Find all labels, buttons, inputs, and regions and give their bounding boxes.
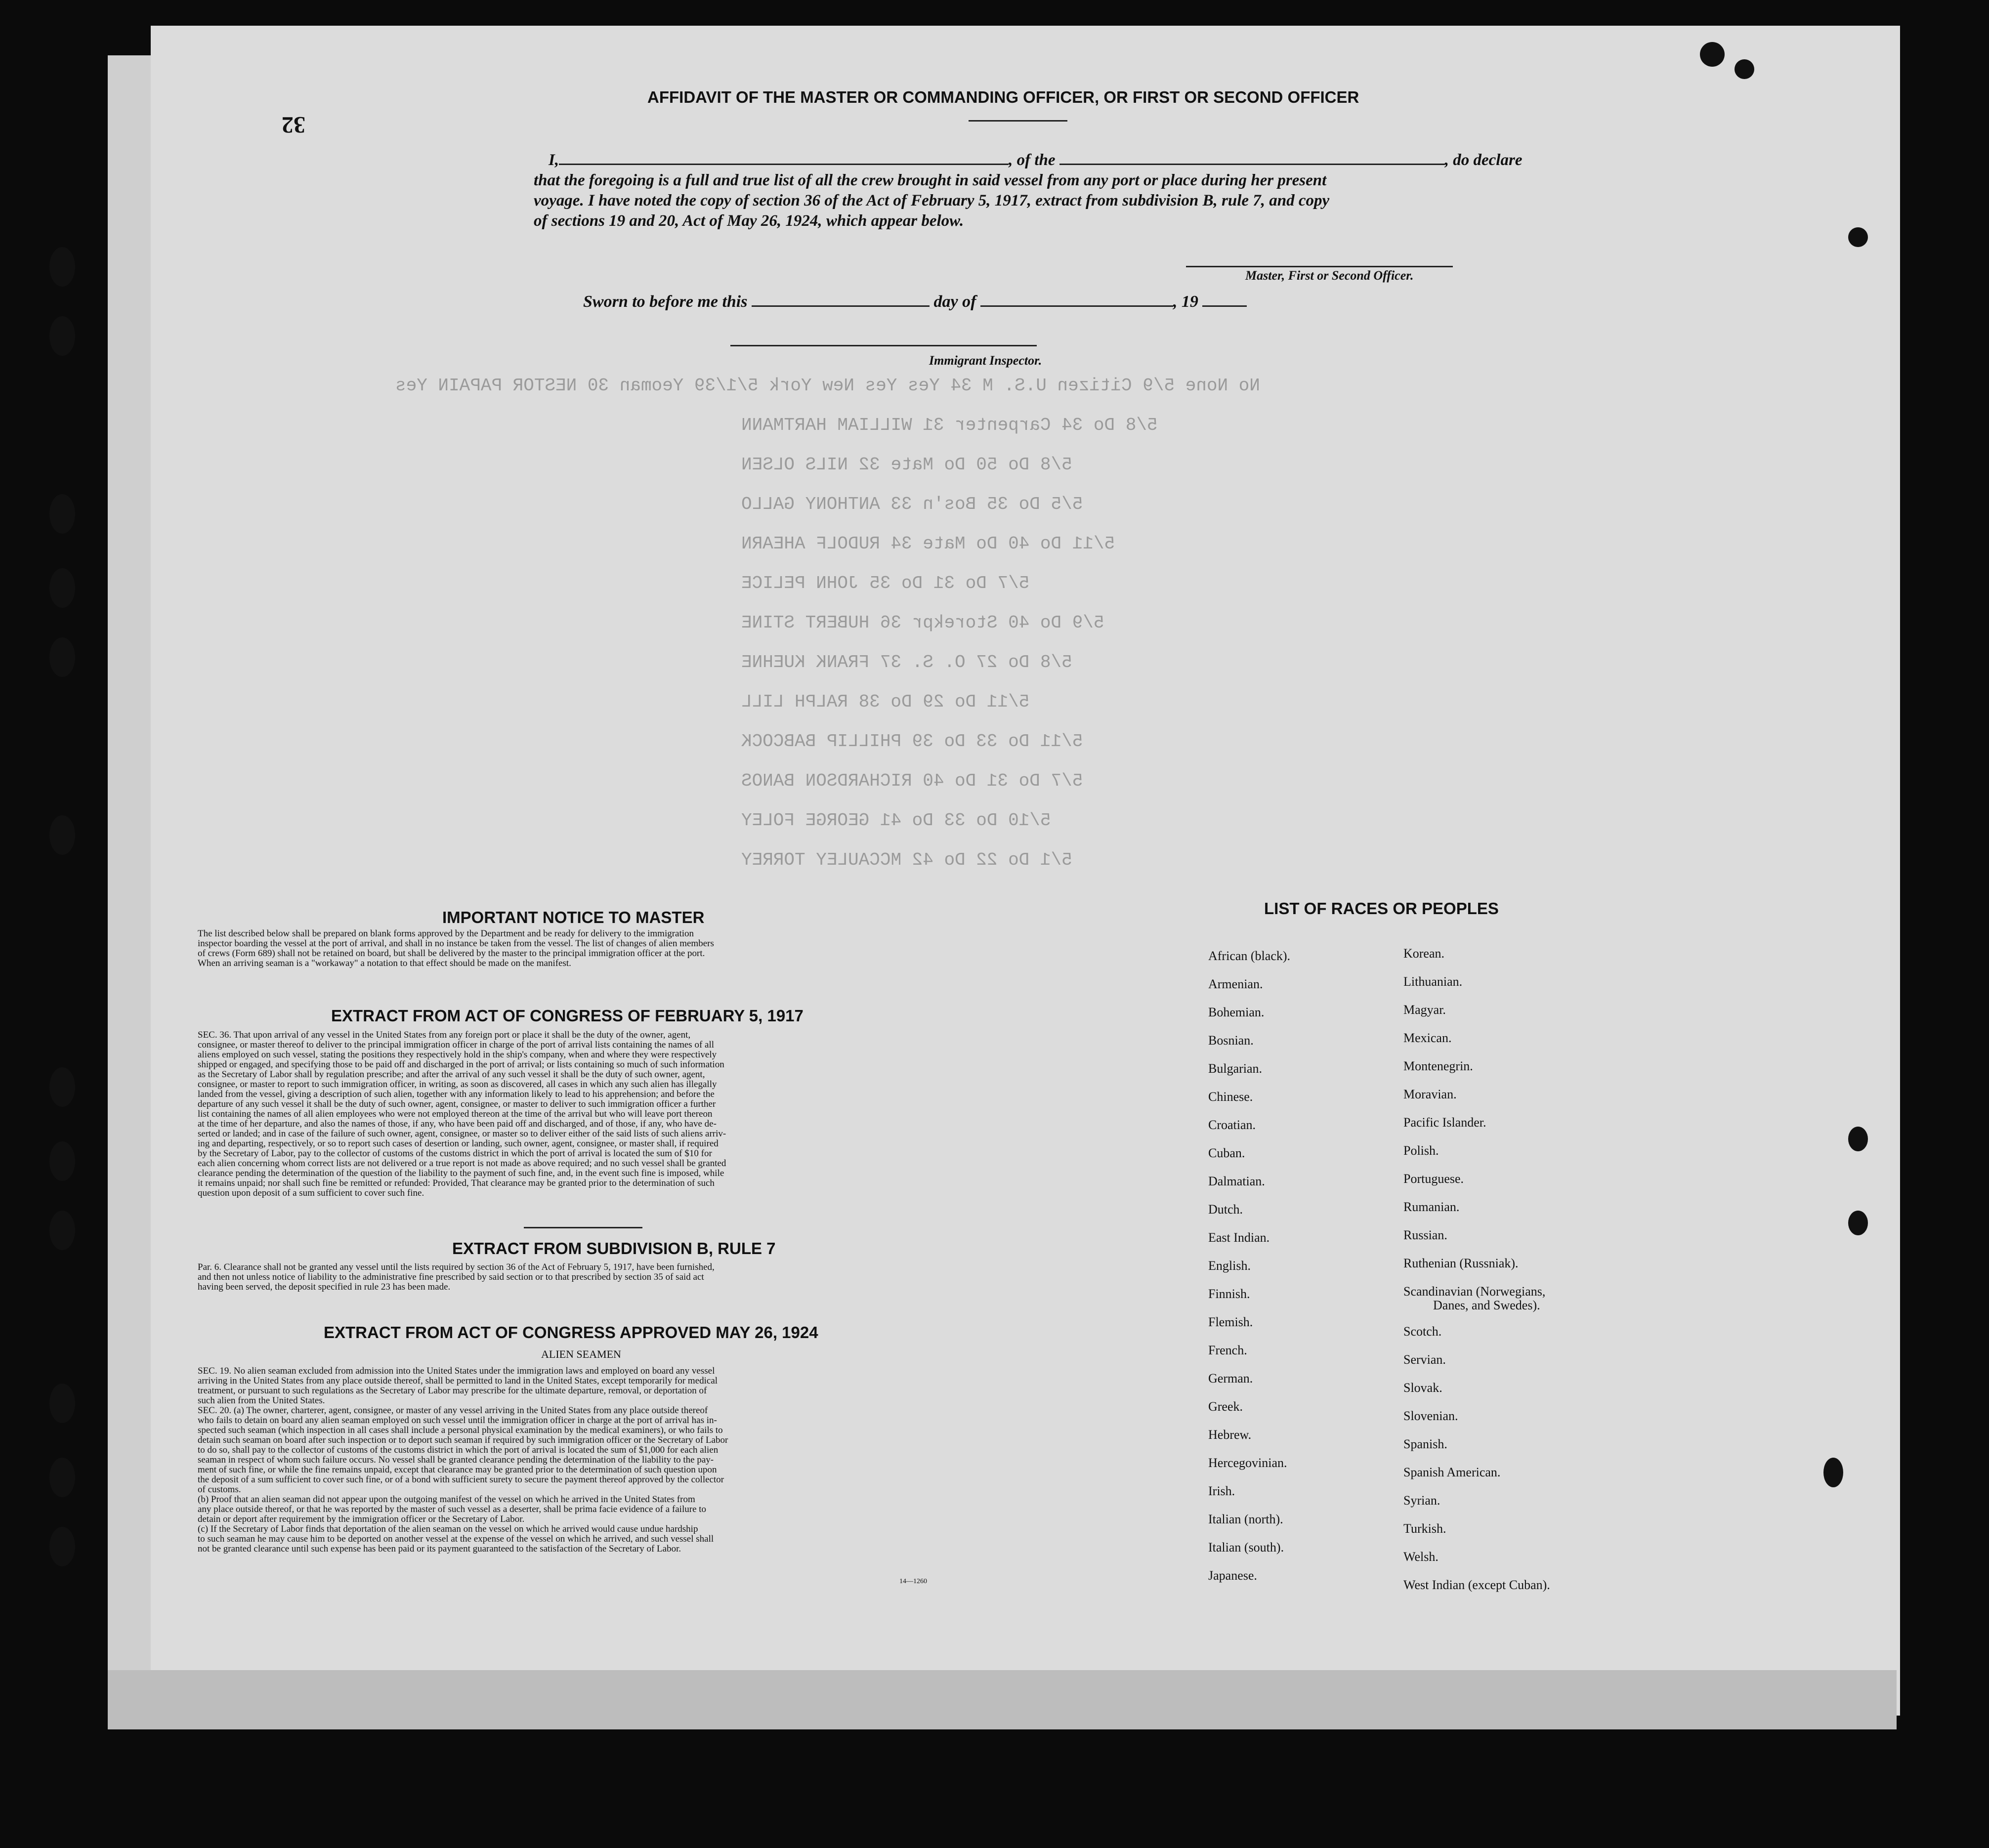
extract-line: to do so, shall pay to the collector of customs of the customs district in which the port of arrival is located the sum of $1,000 for each alien	[198, 1445, 719, 1455]
race-item: Danes, and Swedes).	[1433, 1298, 1540, 1312]
binder-hole	[49, 637, 75, 677]
race-item: East Indian.	[1208, 1230, 1270, 1245]
race-item: Scandinavian (Norwegians,	[1403, 1284, 1546, 1299]
race-item: Servian.	[1403, 1352, 1446, 1367]
extract-line: as the Secretary of Labor shall by regulation prescribe; and after the arrival of any such vessel it shall be the duty of such owner, agent,	[198, 1069, 705, 1080]
sworn-day-blank	[752, 305, 930, 307]
race-item: Flemish.	[1208, 1315, 1253, 1329]
race-item: Hercegovinian.	[1208, 1456, 1287, 1470]
inspector-caption: Immigrant Inspector.	[929, 353, 1042, 368]
race-item: Scotch.	[1403, 1324, 1442, 1339]
race-item: Japanese.	[1208, 1568, 1257, 1583]
race-item: Mexican.	[1403, 1031, 1452, 1045]
extract-line: by the Secretary of Labor, pay to the collector of customs of the customs district in which the port of arrival is located the sum of $10 for	[198, 1148, 712, 1159]
extract-line: seaman in respect of whom such failure occurs. No vessel shall be granted clearance pending the determination of the liability to the pay-	[198, 1455, 714, 1465]
form-number: 14—1260	[899, 1578, 927, 1585]
affidavit-of-the: , of the	[1009, 151, 1056, 169]
binder-hole	[49, 1211, 75, 1250]
race-item: Italian (north).	[1208, 1512, 1283, 1526]
binder-hole	[1823, 1458, 1843, 1487]
binder-hole	[49, 815, 75, 855]
extract-line: detain or deport after requirement by the immigration officer or the Secretary of Labor.	[198, 1514, 525, 1524]
extract-line: question upon deposit of a sum sufficient to cover such fine.	[198, 1188, 424, 1198]
affidavit-title: AFFIDAVIT OF THE MASTER OR COMMANDING OFFICER, OR FIRST OR SECOND OFFICER	[647, 88, 1359, 106]
bleed-through-text: 5/9 Do 40 Storekpr 36 HUBERT STINE	[741, 613, 1104, 633]
race-item: Polish.	[1403, 1143, 1439, 1158]
notice-line: inspector boarding the vessel at the port of arrival, and shall in no instance be taken from the vessel. The list of changes of alien members	[198, 938, 714, 949]
section-divider	[524, 1227, 642, 1228]
race-item: Croatian.	[1208, 1118, 1256, 1132]
race-item: Rumanian.	[1403, 1200, 1460, 1214]
extract-line: (b) Proof that an alien seaman did not appear upon the outgoing manifest of the vessel on which he arrived in the United States from	[198, 1494, 695, 1505]
race-item: English.	[1208, 1259, 1251, 1273]
race-item: Bosnian.	[1208, 1033, 1254, 1048]
binder-hole	[49, 1141, 75, 1181]
extract-line: ing and departing, respectively, or so to report such cases of desertion or landing, such owner, agent, consignee, or master shall, if required	[198, 1138, 719, 1149]
affidavit-declare: , do declare	[1444, 151, 1523, 169]
extract-line: spected such seaman (which inspection in all cases shall include a personal physical examination by the medical examiners), or who fails to	[198, 1425, 723, 1435]
extract-line: of customs.	[198, 1484, 241, 1495]
extract-1924-text	[198, 1366, 961, 1554]
extract-line: Par. 6. Clearance shall not be granted any vessel until the lists required by section 36 of the Act of February 5, 1917, have been furnished,	[198, 1262, 715, 1272]
bleed-through-text: 5/1 Do 22 Do 42 MCCAULEY TORREY	[741, 850, 1072, 870]
bleed-through-text: 5/8 Do 34 Carpenter 31 WILLIAM HARTMANN	[741, 415, 1158, 435]
race-item: Bohemian.	[1208, 1005, 1265, 1019]
binder-hole	[1848, 1211, 1868, 1235]
affidavit-i: I,	[549, 151, 559, 169]
sworn-day-label: day of	[933, 293, 976, 311]
binder-hole	[1700, 42, 1725, 67]
race-item: Welsh.	[1403, 1550, 1439, 1564]
sworn-year: , 19	[1173, 293, 1198, 311]
race-item: Spanish American.	[1403, 1465, 1501, 1479]
extract-line: each alien concerning whom correct lists are not delivered or a true report is not made as above required; and no such vessel shall be granted	[198, 1158, 726, 1169]
race-item: Dalmatian.	[1208, 1174, 1265, 1188]
bleed-through-text: 5/10 Do 33 Do 41 GEORGE FOLEY	[741, 810, 1051, 831]
binder-hole	[1735, 59, 1754, 79]
races-title: LIST OF RACES OR PEOPLES	[1264, 899, 1499, 918]
race-item: Finnish.	[1208, 1287, 1250, 1301]
extract-1917-title: EXTRACT FROM ACT OF CONGRESS OF FEBRUARY 5, 1917	[331, 1007, 804, 1025]
binder-hole	[49, 316, 75, 356]
bleed-through-text: 5/11 Do 29 Do 38 RALPH LILL	[741, 692, 1030, 712]
extract-line: consignee, or master thereof to deliver to the principal immigration officer in charge of the port of arrival lists containing the names of all	[198, 1040, 715, 1050]
alien-seamen-subtitle: ALIEN SEAMEN	[541, 1348, 621, 1360]
race-item: Syrian.	[1403, 1493, 1440, 1508]
extract-line: SEC. 20. (a) The owner, charterer, agent, consignee, or master of any vessel arriving in the United States from any place outside thereof	[198, 1405, 708, 1416]
extract-line: serted or landed; and in case of the failure of such owner, agent, consignee, or master so to deliver either of the said lists of such aliens arriv-	[198, 1129, 726, 1139]
extract-line: departure of any such vessel it shall be the duty of such owner, agent, consignee, or master to deliver to such immigration officer a further	[198, 1099, 716, 1109]
extract-line: such alien from the United States.	[198, 1395, 325, 1406]
race-item: Dutch.	[1208, 1202, 1243, 1217]
race-item: Turkish.	[1403, 1521, 1446, 1536]
affidavit-line-3: voyage. I have noted the copy of section 36 of the Act of February 5, 1917, extract from subdivision B, rule 7, and copy	[534, 192, 1330, 210]
title-underline	[969, 120, 1067, 122]
extract-line: (c) If the Secretary of Labor finds that deportation of the alien seaman on the vessel on which he arrived would cause undue hardship	[198, 1524, 698, 1534]
extract-line: SEC. 19. No alien seaman excluded from admission into the United States under the immigration laws and employed on board any vessel	[198, 1366, 715, 1376]
binder-hole	[49, 494, 75, 534]
bleed-through-text: 5/7 Do 31 Do 35 JOHN PELICE	[741, 573, 1030, 593]
race-item: Armenian.	[1208, 977, 1263, 991]
vessel-name-blank	[1059, 164, 1445, 165]
extract-line: aliens employed on such vessel, stating the positions they respectively hold in the ship's company, when and where they were respectively	[198, 1050, 717, 1060]
race-item: Lithuanian.	[1403, 974, 1463, 989]
binder-hole	[49, 247, 75, 287]
bleed-through-text: 5/5 Do 35 Bos'n 33 ANTHONY GALLO	[741, 494, 1083, 514]
extract-line: detain such seaman on board after such inspection or to deport such seaman if required by such immigration officer or the Secretary of Labor	[198, 1435, 728, 1445]
extract-line: not be granted clearance until such expense has been paid or its payment guaranteed to the satisfaction of the Secretary of Labor.	[198, 1544, 681, 1554]
race-item: Slovenian.	[1403, 1409, 1458, 1423]
page-edges	[108, 1670, 1897, 1729]
race-item: Slovak.	[1403, 1381, 1442, 1395]
race-item: Greek.	[1208, 1399, 1243, 1414]
race-item: Russian.	[1403, 1228, 1447, 1242]
notice-line: When an arriving seaman is a "workaway" a notation to that effect should be made on the manifest.	[198, 958, 571, 968]
binder-hole	[1848, 227, 1868, 247]
race-item: German.	[1208, 1371, 1253, 1386]
race-item: Italian (south).	[1208, 1540, 1284, 1554]
race-item: West Indian (except Cuban).	[1403, 1578, 1550, 1592]
race-item: Spanish.	[1403, 1437, 1447, 1451]
page-number-mark: 32	[282, 112, 305, 138]
extract-rule7-title: EXTRACT FROM SUBDIVISION B, RULE 7	[452, 1239, 776, 1258]
race-item: Moravian.	[1403, 1087, 1457, 1101]
race-item: Irish.	[1208, 1484, 1235, 1498]
extract-1917-text	[198, 1030, 961, 1198]
extract-line: shipped or engaged, and specifying those to be paid off and discharged in the port of arrival; or lists containing so much of such information	[198, 1059, 724, 1070]
bleed-through-text: 5/7 Do 31 Do 40 RICHARDSON BANOS	[741, 771, 1083, 791]
extract-line: treatment, or pursuant to such regulations as the Secretary of Labor may prescribe for the ultimate departure, removal, or deportation of	[198, 1386, 707, 1396]
race-item: Cuban.	[1208, 1146, 1245, 1160]
affidavit-line-1	[549, 151, 1522, 169]
binder-hole	[49, 1527, 75, 1566]
binder-hole	[49, 1384, 75, 1423]
race-item: Ruthenian (Russniak).	[1403, 1256, 1519, 1270]
race-item: French.	[1208, 1343, 1247, 1357]
race-item: Korean.	[1403, 946, 1445, 961]
binder-hole	[49, 568, 75, 608]
bleed-through-text: 5/8 Do 50 Do Mate 32 NILS OLSEN	[741, 455, 1072, 475]
inspector-signature-line	[730, 345, 1037, 346]
bleed-through-text: 5/11 Do 40 Do Mate 34 RUDOLF AHEARN	[741, 534, 1115, 554]
extract-line: arriving in the United States from any place outside thereof, shall be permitted to land in the United States, except temporarily for medical	[198, 1376, 718, 1386]
extract-line: at the time of her departure, and also the names of those, if any, who have been paid off and discharged, and of those, if any, who have de-	[198, 1119, 717, 1129]
binder-hole	[49, 1458, 75, 1497]
race-item: Bulgarian.	[1208, 1061, 1263, 1076]
extract-line: any place outside thereof, or that he was reported by the master of such vessel as a deserter, shall be prima facie evidence of a failure to	[198, 1504, 707, 1514]
notice-title: IMPORTANT NOTICE TO MASTER	[442, 908, 705, 926]
sworn-prefix: Sworn to before me this	[583, 293, 748, 311]
extract-line: to such seaman he may cause him to be deported on another vessel at the expense of the vessel on which he arrived, and such vessel shall	[198, 1534, 714, 1544]
extract-line: clearance pending the determination of the question of the liability to the payment of such fine, and, in the event such fine is imposed, while	[198, 1168, 724, 1178]
race-item: Hebrew.	[1208, 1428, 1252, 1442]
affidavit-line-2: that the foregoing is a full and true list of all the crew brought in said vessel from any port or place during her present	[534, 171, 1327, 189]
master-name-blank	[559, 164, 1009, 165]
extract-line: list containing the names of all alien employees who were not employed thereon at the time of the arrival but who will leave port thereon	[198, 1109, 713, 1119]
bleed-through-text: 5/11 Do 33 Do 39 PHILLIP BABCOCK	[741, 731, 1083, 752]
sworn-year-blank	[1202, 305, 1247, 307]
extract-line: consignee, or master to report to such immigration officer, in writing, as soon as discovered, all cases in which any such alien has illegally	[198, 1079, 717, 1090]
extract-rule7-text	[198, 1262, 961, 1292]
extract-line: ment of such fine, or while the fine remains unpaid, except that clearance may be granted prior to the determination of such question upon	[198, 1465, 717, 1475]
race-item: Montenegrin.	[1403, 1059, 1473, 1073]
extract-line: having been served, the deposit specified in rule 23 has been made.	[198, 1282, 451, 1292]
sworn-month-blank	[980, 305, 1173, 307]
extract-line: the deposit of a sum sufficient to cover such fine, or of a bond with sufficient surety to secure the payment thereof approved by the collector	[198, 1474, 724, 1485]
race-item: Chinese.	[1208, 1090, 1253, 1104]
extract-1924-title: EXTRACT FROM ACT OF CONGRESS APPROVED MAY 26, 1924	[324, 1323, 818, 1342]
extract-line: who fails to detain on board any alien seaman employed on such vessel until the immigration officer in charge at the port of arrival has in-	[198, 1415, 717, 1426]
race-item: Magyar.	[1403, 1003, 1446, 1017]
sworn-line	[583, 293, 1247, 311]
bleed-through-text: No None 5/9 Citizen U.S. M 34 Yes Yes New York 5/1/39 Yeoman 30 NESTOR PAPAIN Yes	[395, 376, 1260, 396]
master-signature-line	[1186, 266, 1453, 267]
master-caption: Master, First or Second Officer.	[1245, 268, 1414, 283]
notice-line: The list described below shall be prepared on blank forms approved by the Department and be ready for delivery to the immigration	[198, 928, 694, 939]
extract-line: landed from the vessel, giving a description of such alien, together with any information likely to lead to his apprehension; and before the	[198, 1089, 715, 1099]
affidavit-line-4: of sections 19 and 20, Act of May 26, 1924, which appear below.	[534, 212, 964, 230]
extract-line: SEC. 36. That upon arrival of any vessel in the United States from any foreign port or place it shall be the duty of the owner, agent,	[198, 1030, 691, 1040]
race-item: Portuguese.	[1403, 1172, 1464, 1186]
race-item: African (black).	[1208, 949, 1291, 963]
binder-hole	[49, 1067, 75, 1107]
bleed-through-text: 5/8 Do 27 O. S. 37 FRANK KUEHNE	[741, 652, 1072, 672]
extract-line: it remains unpaid; nor shall such fine be remitted or refunded: Provided, That clearance may be granted prior to the determination of such	[198, 1178, 715, 1188]
notice-line: of crews (Form 689) shall not be retained on board, but shall be delivered by the master to the principal immigration officer at the port.	[198, 948, 705, 959]
binder-hole	[1848, 1127, 1868, 1151]
notice-text	[198, 929, 961, 968]
race-item: Pacific Islander.	[1403, 1115, 1486, 1130]
extract-line: and then not unless notice of liability to the administrative fine prescribed by said section or to that prescribed by section 35 of said act	[198, 1272, 704, 1282]
